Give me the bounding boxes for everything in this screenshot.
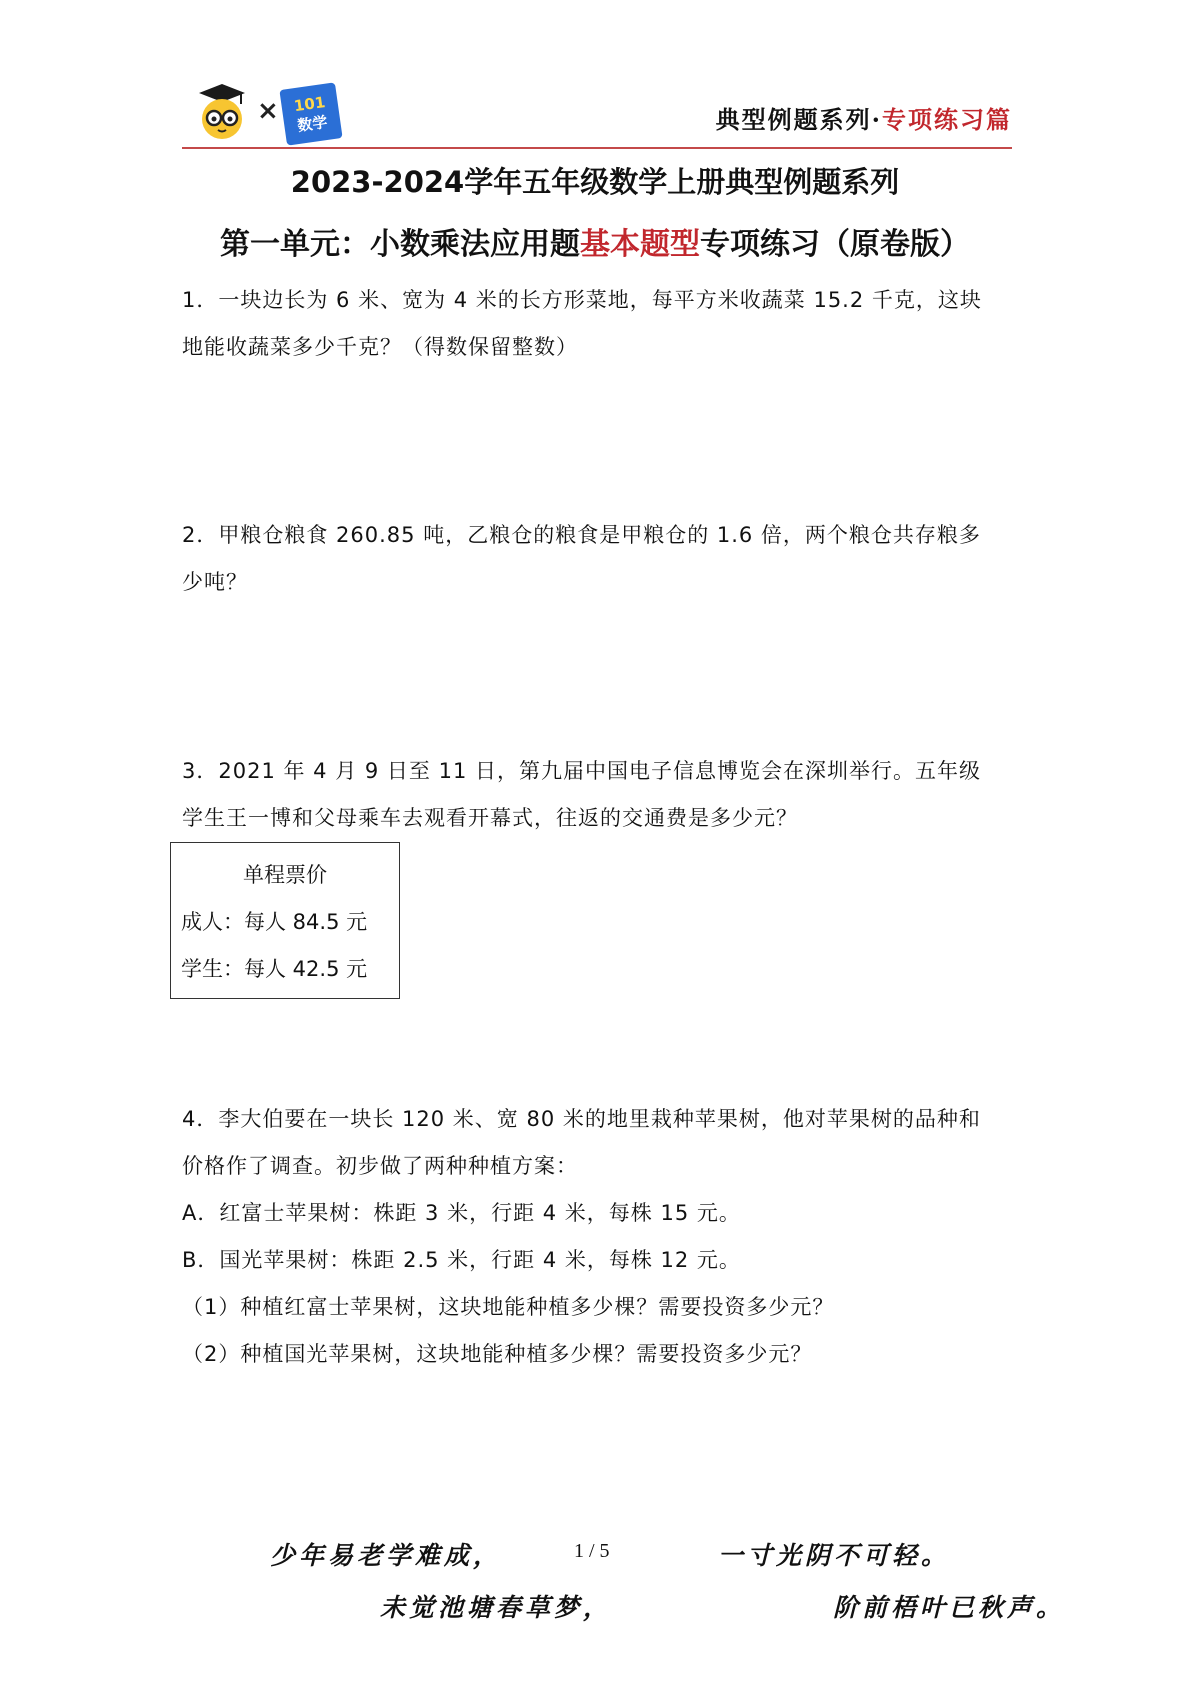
document-subtitle (0, 219, 1190, 263)
logo-separator: × (257, 96, 279, 126)
poem-line-1: 少年易老学难成， (270, 1541, 503, 1570)
series-title (716, 100, 1012, 135)
question-4-sub-2: （2）种植国光苹果树，这块地能种植多少棵？需要投资多少元？ (182, 1342, 813, 1366)
series-title-black: 典型例题系列· (715, 105, 882, 134)
poem-line-3: 未觉池塘春草梦， (380, 1593, 613, 1622)
owl-mascot-icon (197, 82, 247, 140)
ticket-price-box (170, 842, 400, 999)
question-1-line-2: 地能收蔬菜多少千克？（得数保留整数） (182, 335, 578, 359)
ticket-price-student: 学生：每人 42.5 元 (181, 957, 368, 981)
question-3-line-2: 学生王一博和父母乘车去观看开幕式，往返的交通费是多少元？ (182, 806, 798, 830)
question-1-line-1: 1．一块边长为 6 米、宽为 4 米的长方形菜地，每平方米收蔬菜 15.2 千克，这块 (182, 288, 982, 312)
poem-line-4: 阶前梧叶已秋声。 (833, 1593, 1066, 1622)
question-2-line-1: 2．甲粮仓粮食 260.85 吨，乙粮仓的粮食是甲粮仓的 1.6 倍，两个粮仓共存粮多 (182, 523, 981, 547)
document-title: 2023-2024学年五年级数学上册典型例题系列 (290, 165, 900, 199)
subtitle-part1: 第一单元：小数乘法应用题 (220, 227, 580, 262)
ticket-price-adult: 成人：每人 84.5 元 (181, 910, 368, 934)
question-4-option-a: A．红富士苹果树：株距 3 米，行距 4 米，每株 15 元。 (182, 1201, 741, 1225)
poem-line-2: 一寸光阴不可轻。 (718, 1541, 951, 1570)
logo-101-number: 101 (292, 93, 327, 116)
question-3-line-1: 3．2021 年 4 月 9 日至 11 日，第九届中国电子信息博览会在深圳举行。五年级 (182, 759, 981, 783)
subtitle-part2: 专项练习（原卷版） (700, 227, 970, 262)
header-divider (182, 147, 1012, 149)
question-4-option-b: B．国光苹果树：株距 2.5 米，行距 4 米，每株 12 元。 (182, 1248, 741, 1272)
question-2-line-2: 少吨？ (182, 570, 248, 594)
question-4-line-1: 4．李大伯要在一块长 120 米、宽 80 米的地里栽种苹果树，他对苹果树的品种和 (182, 1107, 981, 1131)
series-title-red: 专项练习篇 (882, 105, 1012, 134)
page-number: 1 / 5 (574, 1540, 610, 1562)
ticket-price-title: 单程票价 (243, 863, 327, 887)
logo-101-icon (279, 82, 342, 145)
logo-101-text: 数学 (296, 112, 329, 135)
subtitle-highlight: 基本题型 (580, 227, 700, 262)
question-4-sub-1: （1）种植红富士苹果树，这块地能种植多少棵？需要投资多少元？ (182, 1295, 835, 1319)
question-4-line-2: 价格作了调查。初步做了两种种植方案： (182, 1154, 578, 1178)
